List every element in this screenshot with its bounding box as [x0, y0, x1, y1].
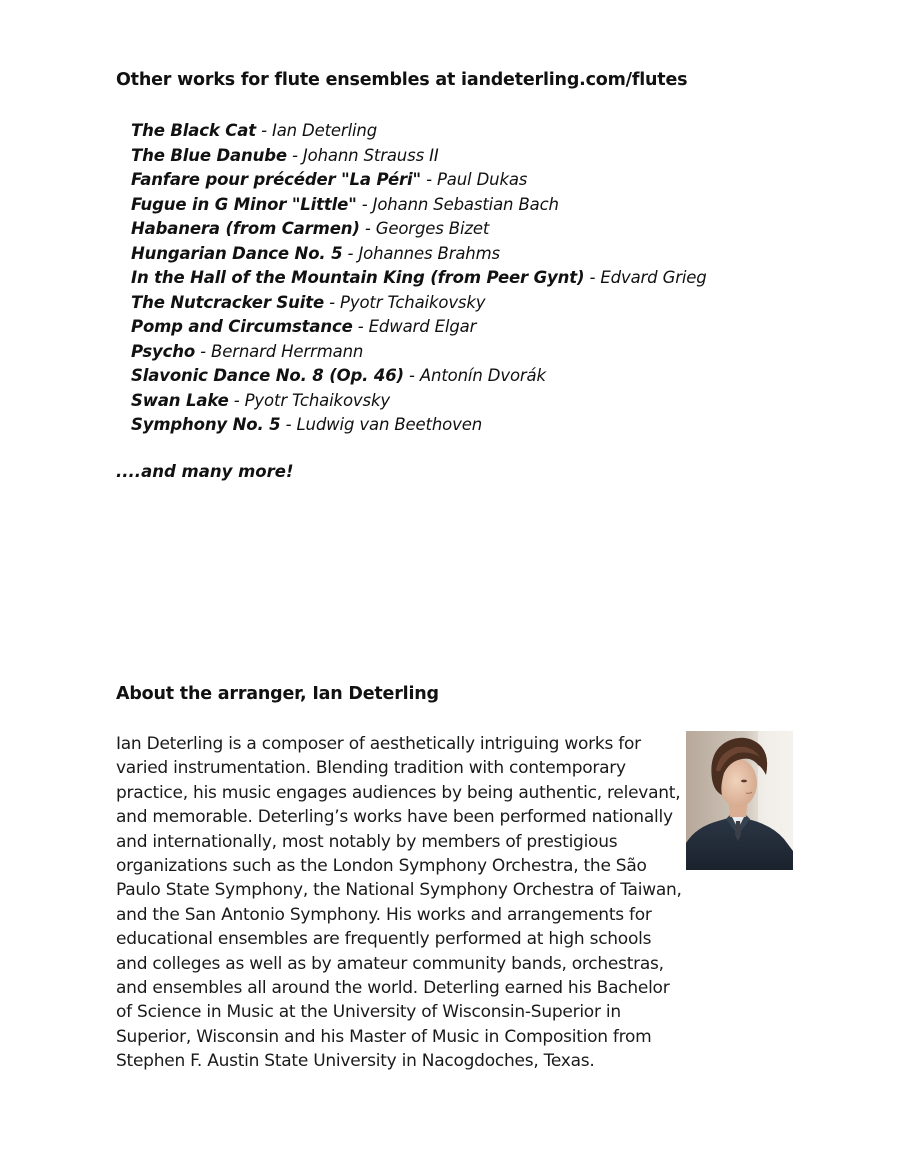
- arranger-portrait: [686, 731, 793, 870]
- work-title: The Blue Danube: [131, 145, 287, 165]
- work-title: Slavonic Dance No. 8 (Op. 46): [131, 366, 404, 385]
- many-more-note: ....and many more!: [116, 462, 294, 481]
- list-item: [131, 389, 707, 414]
- list-item: [131, 413, 707, 438]
- work-title: Swan Lake: [131, 390, 229, 410]
- work-composer: - Paul Dukas: [420, 170, 528, 189]
- work-title: The Nutcracker Suite: [131, 292, 325, 312]
- works-heading: Other works for flute ensembles at iandeterling.com/flutes: [116, 70, 688, 90]
- list-item: [131, 217, 707, 242]
- arranger-bio: Ian Deterling is a composer of aesthetically intriguing works for varied instrumentation. Blending tradition with contemporary practice, his music engages audiences by being authentic, relevant, and memorable. Deterling’s works have been performed nationally and internationally, most notably by members of prestigious organizations such as the London Symphony Orchestra, the São Paulo State Symphony, the National Symphony Orchestra of Taiwan, and the San Antonio Symphony. His works and arrangements for educational ensembles are frequently performed at high schools and colleges as well as by amateur community bands, orchestras, and ensembles all around the world. Deterling earned his Bachelor of Science in Music at the University of Wisconsin-Superior in Superior, Wisconsin and his Master of Music in Composition from Stephen F. Austin State University in Nacogdoches, Texas.: [116, 734, 682, 1072]
- work-composer: - Pyotr Tchaikovsky: [228, 390, 390, 410]
- work-title: Pomp and Circumstance: [131, 317, 353, 336]
- list-item: [131, 193, 707, 218]
- about-heading: About the arranger, Ian Deterling: [116, 684, 439, 704]
- list-item: [131, 119, 707, 144]
- work-composer: - Ian Deterling: [255, 121, 378, 140]
- work-title: Hungarian Dance No. 5: [131, 243, 343, 263]
- work-title: Symphony No. 5: [131, 415, 281, 434]
- work-composer: - Bernard Herrmann: [195, 341, 364, 361]
- work-composer: - Georges Bizet: [359, 219, 490, 238]
- work-title: Habanera (from Carmen): [131, 219, 360, 238]
- work-composer: - Johann Strauss II: [286, 145, 439, 165]
- work-title: In the Hall of the Mountain King (from Peer Gynt): [131, 268, 585, 287]
- work-composer: - Edward Elgar: [352, 317, 477, 336]
- work-composer: - Pyotr Tchaikovsky: [324, 292, 486, 312]
- work-composer: - Ludwig van Beethoven: [280, 415, 483, 434]
- work-title: Psycho: [131, 341, 196, 361]
- list-item: [131, 364, 707, 389]
- work-title: Fanfare pour précéder "La Péri": [131, 170, 421, 189]
- work-composer: - Antonín Dvorák: [403, 366, 546, 385]
- work-composer: - Johannes Brahms: [342, 243, 500, 263]
- work-title: The Black Cat: [131, 121, 256, 140]
- work-title: Fugue in G Minor "Little": [131, 194, 357, 214]
- list-item: [131, 315, 707, 340]
- list-item: [131, 242, 707, 267]
- list-item: [131, 266, 707, 291]
- list-item: [131, 340, 707, 365]
- work-composer: - Johann Sebastian Bach: [356, 194, 559, 214]
- list-item: [131, 144, 707, 169]
- works-list: [131, 119, 707, 438]
- list-item: [131, 168, 707, 193]
- work-composer: - Edvard Grieg: [584, 268, 707, 287]
- list-item: [131, 291, 707, 316]
